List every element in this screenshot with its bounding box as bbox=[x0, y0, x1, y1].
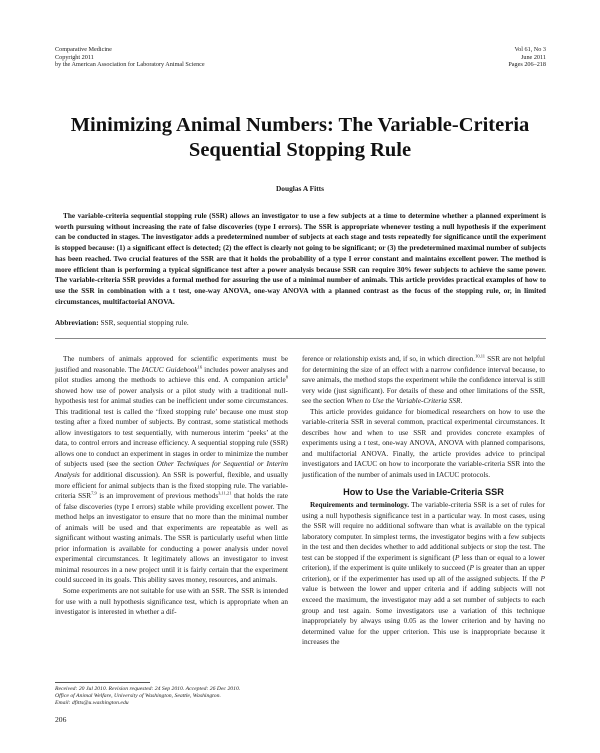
title-line-2: Sequential Stopping Rule bbox=[188, 139, 412, 161]
left-column bbox=[55, 354, 288, 618]
guidebook-title: IACUC Guidebook bbox=[141, 364, 198, 374]
publisher-line: by the American Association for Laboratory Animal Science bbox=[55, 61, 205, 69]
author-name: Douglas A Fitts bbox=[275, 184, 325, 193]
right-column bbox=[302, 354, 545, 648]
submission-dates: Received: 20 Jul 2010. Revision requested: 24 Sep 2010. Accepted: 26 Dec 2010. bbox=[55, 686, 241, 692]
issue-date: June 2011 bbox=[520, 53, 546, 61]
citation: 8 bbox=[285, 374, 288, 380]
article-title bbox=[40, 113, 560, 163]
author-email: Email: dfitts@u.washington.edu bbox=[55, 700, 129, 706]
abbreviations-label: Abbreviation: bbox=[55, 318, 99, 327]
section-heading: How to Use the Variable-Criteria SSR bbox=[343, 486, 504, 497]
abbreviations bbox=[55, 318, 189, 327]
citation: 3,11,21 bbox=[218, 490, 232, 496]
intro-paragraph-2: Some experiments are not suitable for use with an SSR. The SSR is intended for use with a null hypothesis significance test, which is appropriate when an investigator is interested in whether a dif- bbox=[55, 586, 288, 617]
volume-issue: Vol 61, No 3 bbox=[514, 46, 546, 53]
section-reference: Other Techniques for Sequential or Interim Analysis bbox=[55, 459, 288, 480]
page-range: Pages 206–218 bbox=[508, 61, 546, 69]
overview-paragraph: This article provides guidance for biomedical researchers on how to use the variable-criteria SSR in several common, practical experimental circumstances. It describes how and when to use SSR and provides concrete examples of experiments using a t test, one-way ANOVA, ANOVA with planned comparisons, and multifactorial ANOVA. Finally, the article provides advice to principal investigators and IACUC on how to incorporate the variable-criteria SSR into the justification of the number of animals used in IACUC protocols. bbox=[302, 406, 546, 480]
intro-paragraph-1: The numbers of animals approved for scientific experiments must be justified and reasonable. The IACUC Guidebook$^{16}$ includes power analyses and pilot studies among the methods to achieve this end. A companion article$^8$ showed how use of power analysis or a pilot study with a traditional null-hypothesis test for animal studies can be inefficient under some circumstances. This traditional test is called the ‘fixed stopping rule’ because one must stop testing after a fixed number of subjects. By contrast, some statistical methods allow investigators to test sequentially, with numerous interim ‘peeks’ at the data, to control errors and increase efficiency. A sequential stopping rule (SSR) allows one to conduct an experiment in stages in order to minimize the number of subjects used (see the section Other Techniques for Sequential or Interim Analysis for additional discussion). An SSR is powerful, flexible, and usually more efficient for animal subjects than is the fixed stopping rule. The variable-criteria SSR$^{7,9}$ is an improvement of previous methods$^{3,11,21}$ that holds the rate of false discoveries (type I errors) stable while providing excellent power. The method helps an investigator to ensure that no more than the minimal number of animals will be used and that experiments are repeatable as well as significant without wasting animals. The SSR is particularly useful when little prior information is available for conducting a power analysis under novel experimental circumstances. It legitimately allows an investigator to invest minimal resources in a new project until it is fairly certain that the experiment could succeed in its goals. This ability saves money, resources, and animals. bbox=[55, 354, 289, 585]
citation: 7,9 bbox=[91, 490, 97, 496]
section-divider bbox=[55, 338, 546, 339]
page-number: 206 bbox=[55, 715, 67, 724]
abstract: The variable-criteria sequential stopping rule (SSR) allows an investigator to use a few subjects at a time to determine whether a planned experiment is worth pursuing without increasing the rate of false discoveries (type I errors). The SSR is appropriate whenever testing a null hypothesis if the experiment can be conducted in stages. The investigator adds a predetermined number of subjects at each stage and tests repeatedly for significance until the experiment is stopped because: (1) a significant effect is detected; (2) the effect is clearly not going to be significant; or (3) the predetermined maximal number of subjects has been reached. Two crucial features of the SSR are that it holds the probability of a type I error constant and maintains excellent power. The method is more efficient than is performing a typical significance test after a power analysis because SSR can require 30% fewer subjects to achieve the same power. The variable-criteria SSR provides a formal method for assuring the use of a minimal number of animals. This article provides practical examples of how to use the SSR in combination with a t test, one-way ANOVA, one-way ANOVA with a planned contrast as the focus of the stopping rule, or, in limited circumstances, multifactorial ANOVA. bbox=[55, 211, 546, 306]
continued-paragraph: ference or relationship exists and, if so, in which direction.$^{10,11}$ SSR are not helpful for determining the size of an effect with a narrow confidence interval because, to save animals, the method stops the experiment while the confidence interval is still very wide (just significant). For details of these and other limitations of the SSR, see the section When to Use the Variable-Criteria SSR. bbox=[302, 353, 545, 406]
journal-header-right bbox=[508, 46, 546, 69]
run-in-heading: Requirements and terminology. bbox=[310, 500, 410, 510]
copyright-line: Copyright 2011 bbox=[55, 53, 94, 61]
section-reference: When to Use the Variable-Criteria SSR bbox=[346, 396, 461, 406]
footnote-divider bbox=[55, 682, 150, 683]
citation: 10,11 bbox=[475, 353, 486, 359]
citation: 16 bbox=[197, 364, 203, 370]
title-line-1: Minimizing Animal Numbers: The Variable-Criteria bbox=[70, 114, 530, 136]
footnote bbox=[55, 686, 288, 707]
requirements-paragraph: Requirements and terminology. The variable-criteria SSR is a set of rules for using a null hypothesis significance test in a particular way. In most cases, using the SSR will require no additional software than what is available on the typical laboratory computer. In simplest terms, the investigator begins with a few subjects in the test and then decides whether to add additional subjects or stop the test. The test can be stopped if the experiment is significant (P less than or equal to a lower criterion), if the experiment is quite unlikely to succeed (P is greater than an upper criterion), or if the experimenter has used up all of the assigned subjects. If the P value is between the lower and upper criteria and if adding subjects will not exceed the maximum, the investigator may add a set number of subjects to each group and test again. Some investigators use a variation of this technique inappropriately by always using 0.05 as the lower criterion and by having no determined value for the upper criterion. This use is inappropriate because it increases the bbox=[302, 500, 545, 647]
journal-name: Comparative Medicine bbox=[55, 46, 112, 53]
abbreviations-text: SSR, sequential stopping rule. bbox=[98, 318, 189, 327]
journal-header-left bbox=[55, 46, 205, 69]
affiliation: Office of Animal Welfare, University of Washington, Seattle, Washington. bbox=[55, 693, 221, 699]
